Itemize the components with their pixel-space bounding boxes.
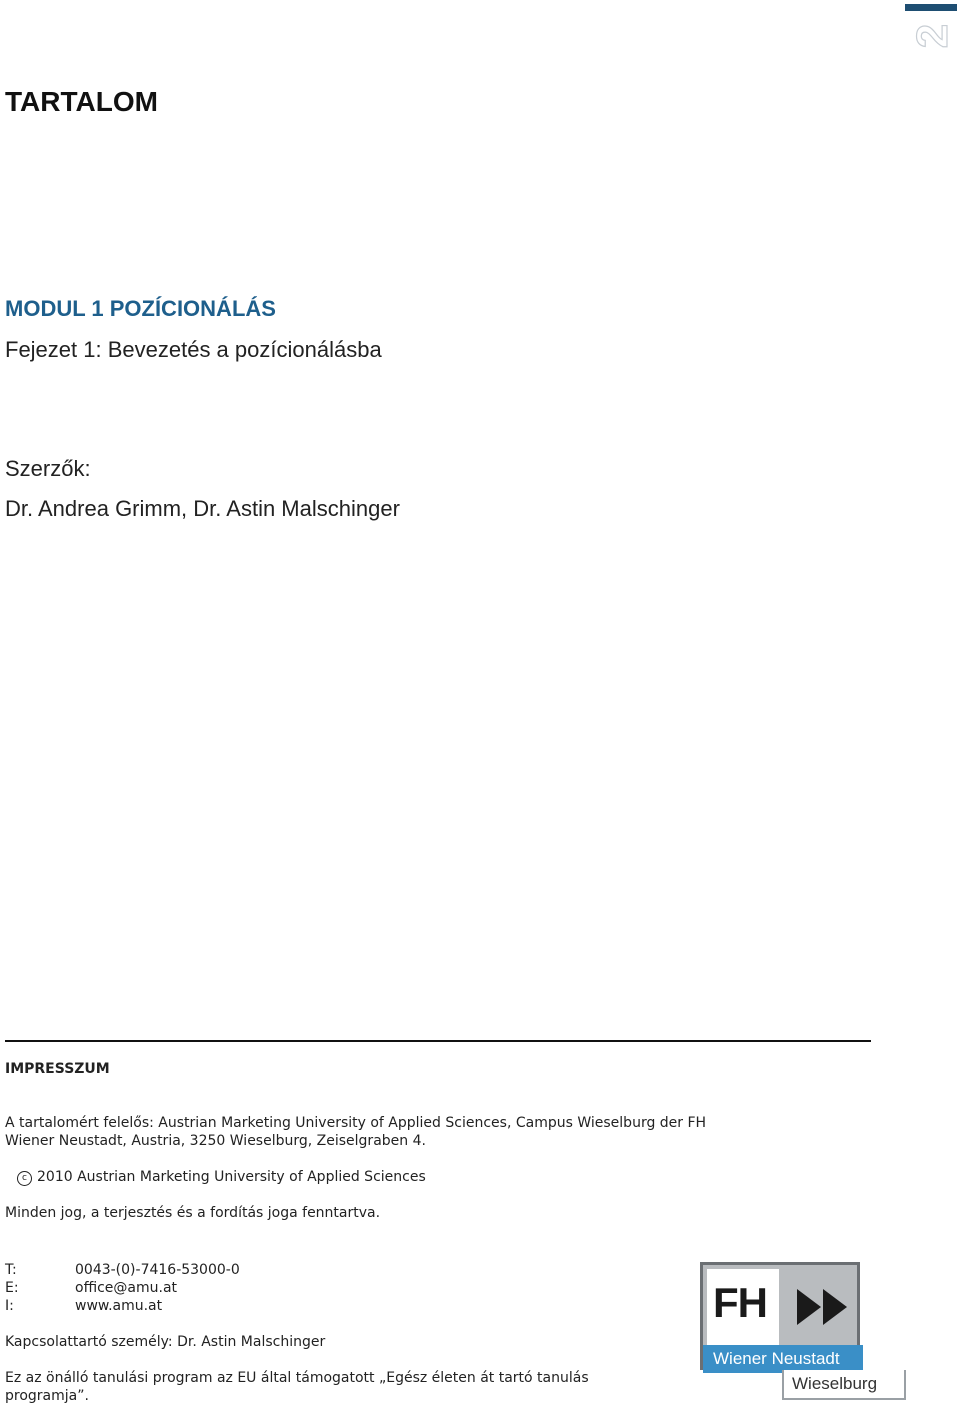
authors: Dr. Andrea Grimm, Dr. Astin Malschinger: [5, 496, 400, 521]
logo-strip-text: Wiener Neustadt: [713, 1349, 840, 1368]
copyright-icon: c: [17, 1171, 32, 1186]
contact-web: [5, 1297, 240, 1315]
chapter-title: Fejezet 1: Bevezetés a pozícionálásba: [5, 337, 382, 362]
module-heading: MODUL 1 POZÍCIONÁLÁS: [5, 296, 276, 321]
authors-label: Szerzők:: [5, 456, 91, 481]
impresszum-heading: IMPRESSZUM: [5, 1061, 110, 1077]
responsible-text: A tartalomért felelős: Austrian Marketing University of Applied Sciences, Campus Wieselburg der FH Wiener Neustadt, Austria, 3250 Wieselburg, Zeiselgraben 4.: [5, 1115, 707, 1149]
logo-strip: [703, 1345, 863, 1373]
logo-fh-text: FH: [713, 1279, 767, 1326]
logo-box: [700, 1262, 860, 1370]
contact-person: Kapcsolattartó személy: Dr. Astin Malschinger: [5, 1334, 326, 1350]
contact-phone: [5, 1261, 240, 1279]
contact-key: I:: [5, 1298, 14, 1314]
copyright-line: [5, 1168, 426, 1186]
rights-text: Minden jog, a terjesztés és a fordítás joga fenntartva.: [5, 1205, 381, 1221]
contact-value: office@amu.at: [75, 1280, 178, 1296]
contact-value: 0043-(0)-7416-53000-0: [75, 1262, 240, 1278]
contact-email: [5, 1279, 240, 1297]
copyright-text: 2010 Austrian Marketing University of Applied Sciences: [37, 1169, 426, 1185]
page-number: 2: [908, 23, 957, 49]
page-title: TARTALOM: [5, 86, 158, 117]
logo-sub: [782, 1370, 906, 1400]
fast-forward-icon: [795, 1285, 855, 1329]
fh-logo: [700, 1262, 910, 1402]
contact-key: T:: [5, 1262, 17, 1278]
contact-value: www.amu.at: [75, 1298, 163, 1314]
contact-key: E:: [5, 1280, 19, 1296]
page-number-bar: [905, 4, 957, 11]
logo-sub-text: Wieselburg: [792, 1374, 878, 1393]
program-text: Ez az önálló tanulási program az EU által támogatott „Egész életen át tartó tanulás programja”.: [5, 1370, 589, 1404]
contact-block: [5, 1261, 240, 1315]
divider-line: [5, 1040, 871, 1042]
